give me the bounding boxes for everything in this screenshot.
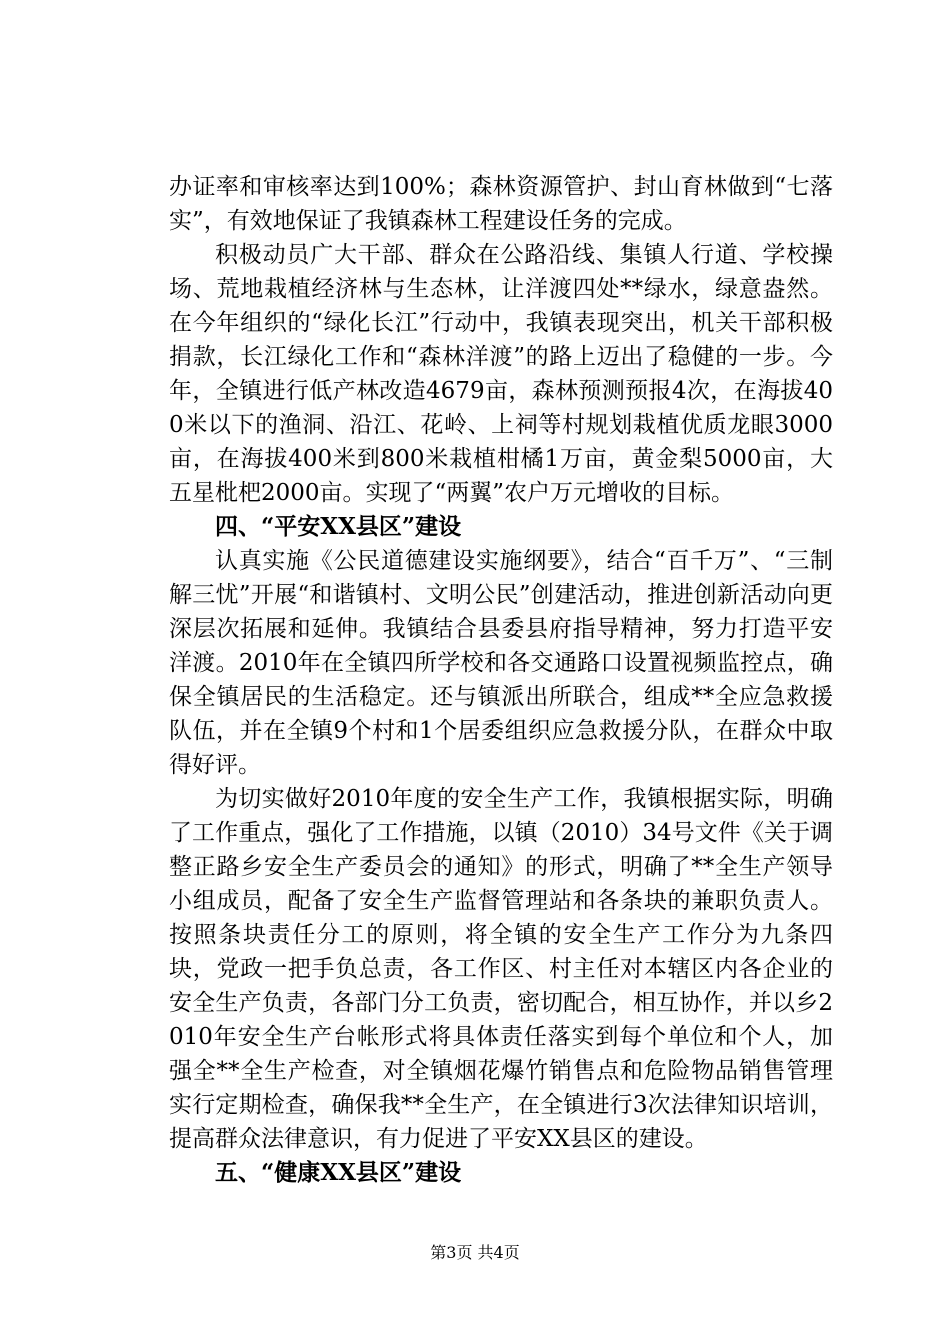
section-heading-health: 五、“健康XX县区”建设 xyxy=(215,1159,462,1186)
paragraph-greening: 积极动员广大干部、群众在公路沿线、集镇人行道、学校操场、荒地栽植经济林与生态林，让洋渡四处**绿水，绿意盎然。在今年组织的“绿化长江”行动中，我镇表现突出，机关干部积极捐款，长江绿化工作和“森林洋渡”的路上迈出了稳健的一步。今年，全镇进行低产林改造4679亩，森林预测预报4次，在海拔400米以下的渔洞、沿江、花岭、上祠等村规划栽植优质龙眼3000亩，在海拔400米到800米栽植柑橘1万亩，黄金梨5000亩，大五星枇杷2000亩。实现了“两翼”农户万元增收的目标。 xyxy=(169,242,833,506)
paragraph-forest-completion: 办证率和审核率达到100%；森林资源管护、封山育林做到“七落实”，有效地保证了我镇森林工程建设任务的完成。 xyxy=(169,174,833,234)
page-footer: 第3页 共4页 xyxy=(430,1243,520,1262)
paragraph-moral-construction: 认真实施《公民道德建设实施纲要》，结合“百千万”、“三制解三忧”开展“和谐镇村、文明公民”创建活动，推进创新活动向更深层次拓展和延伸。我镇结合县委县府指导精神，努力打造平安洋渡。2010年在全镇四所学校和各交通路口设置视频监控点，确保全镇居民的生活稳定。还与镇派出所联合，组成**全应急救援队伍，并在全镇9个村和1个居委组织应急救援分队，在群众中取得好评。 xyxy=(169,548,833,778)
paragraph-safety-production: 为切实做好2010年度的安全生产工作，我镇根据实际，明确了工作重点，强化了工作措施，以镇（2010）34号文件《关于调整正路乡安全生产委员会的通知》的形式，明确了**全生产领导小组成员，配备了安全生产监督管理站和各条块的兼职负责人。按照条块责任分工的原则，将全镇的安全生产工作分为九条四块，党政一把手负总责，各工作区、村主任对本辖区内各企业的安全生产负责，各部门分工负责，密切配合，相互协作，并以乡2010年安全生产台帐形式将具体责任落实到每个单位和个人，加强全**全生产检查，对全镇烟花爆竹销售点和危险物品销售管理实行定期检查，确保我**全生产，在全镇进行3次法律知识培训，提高群众法律意识，有力促进了平安XX县区的建设。 xyxy=(169,786,833,1152)
document-body xyxy=(169,170,833,1190)
section-heading-safety: 四、“平安XX县区”建设 xyxy=(215,513,462,540)
